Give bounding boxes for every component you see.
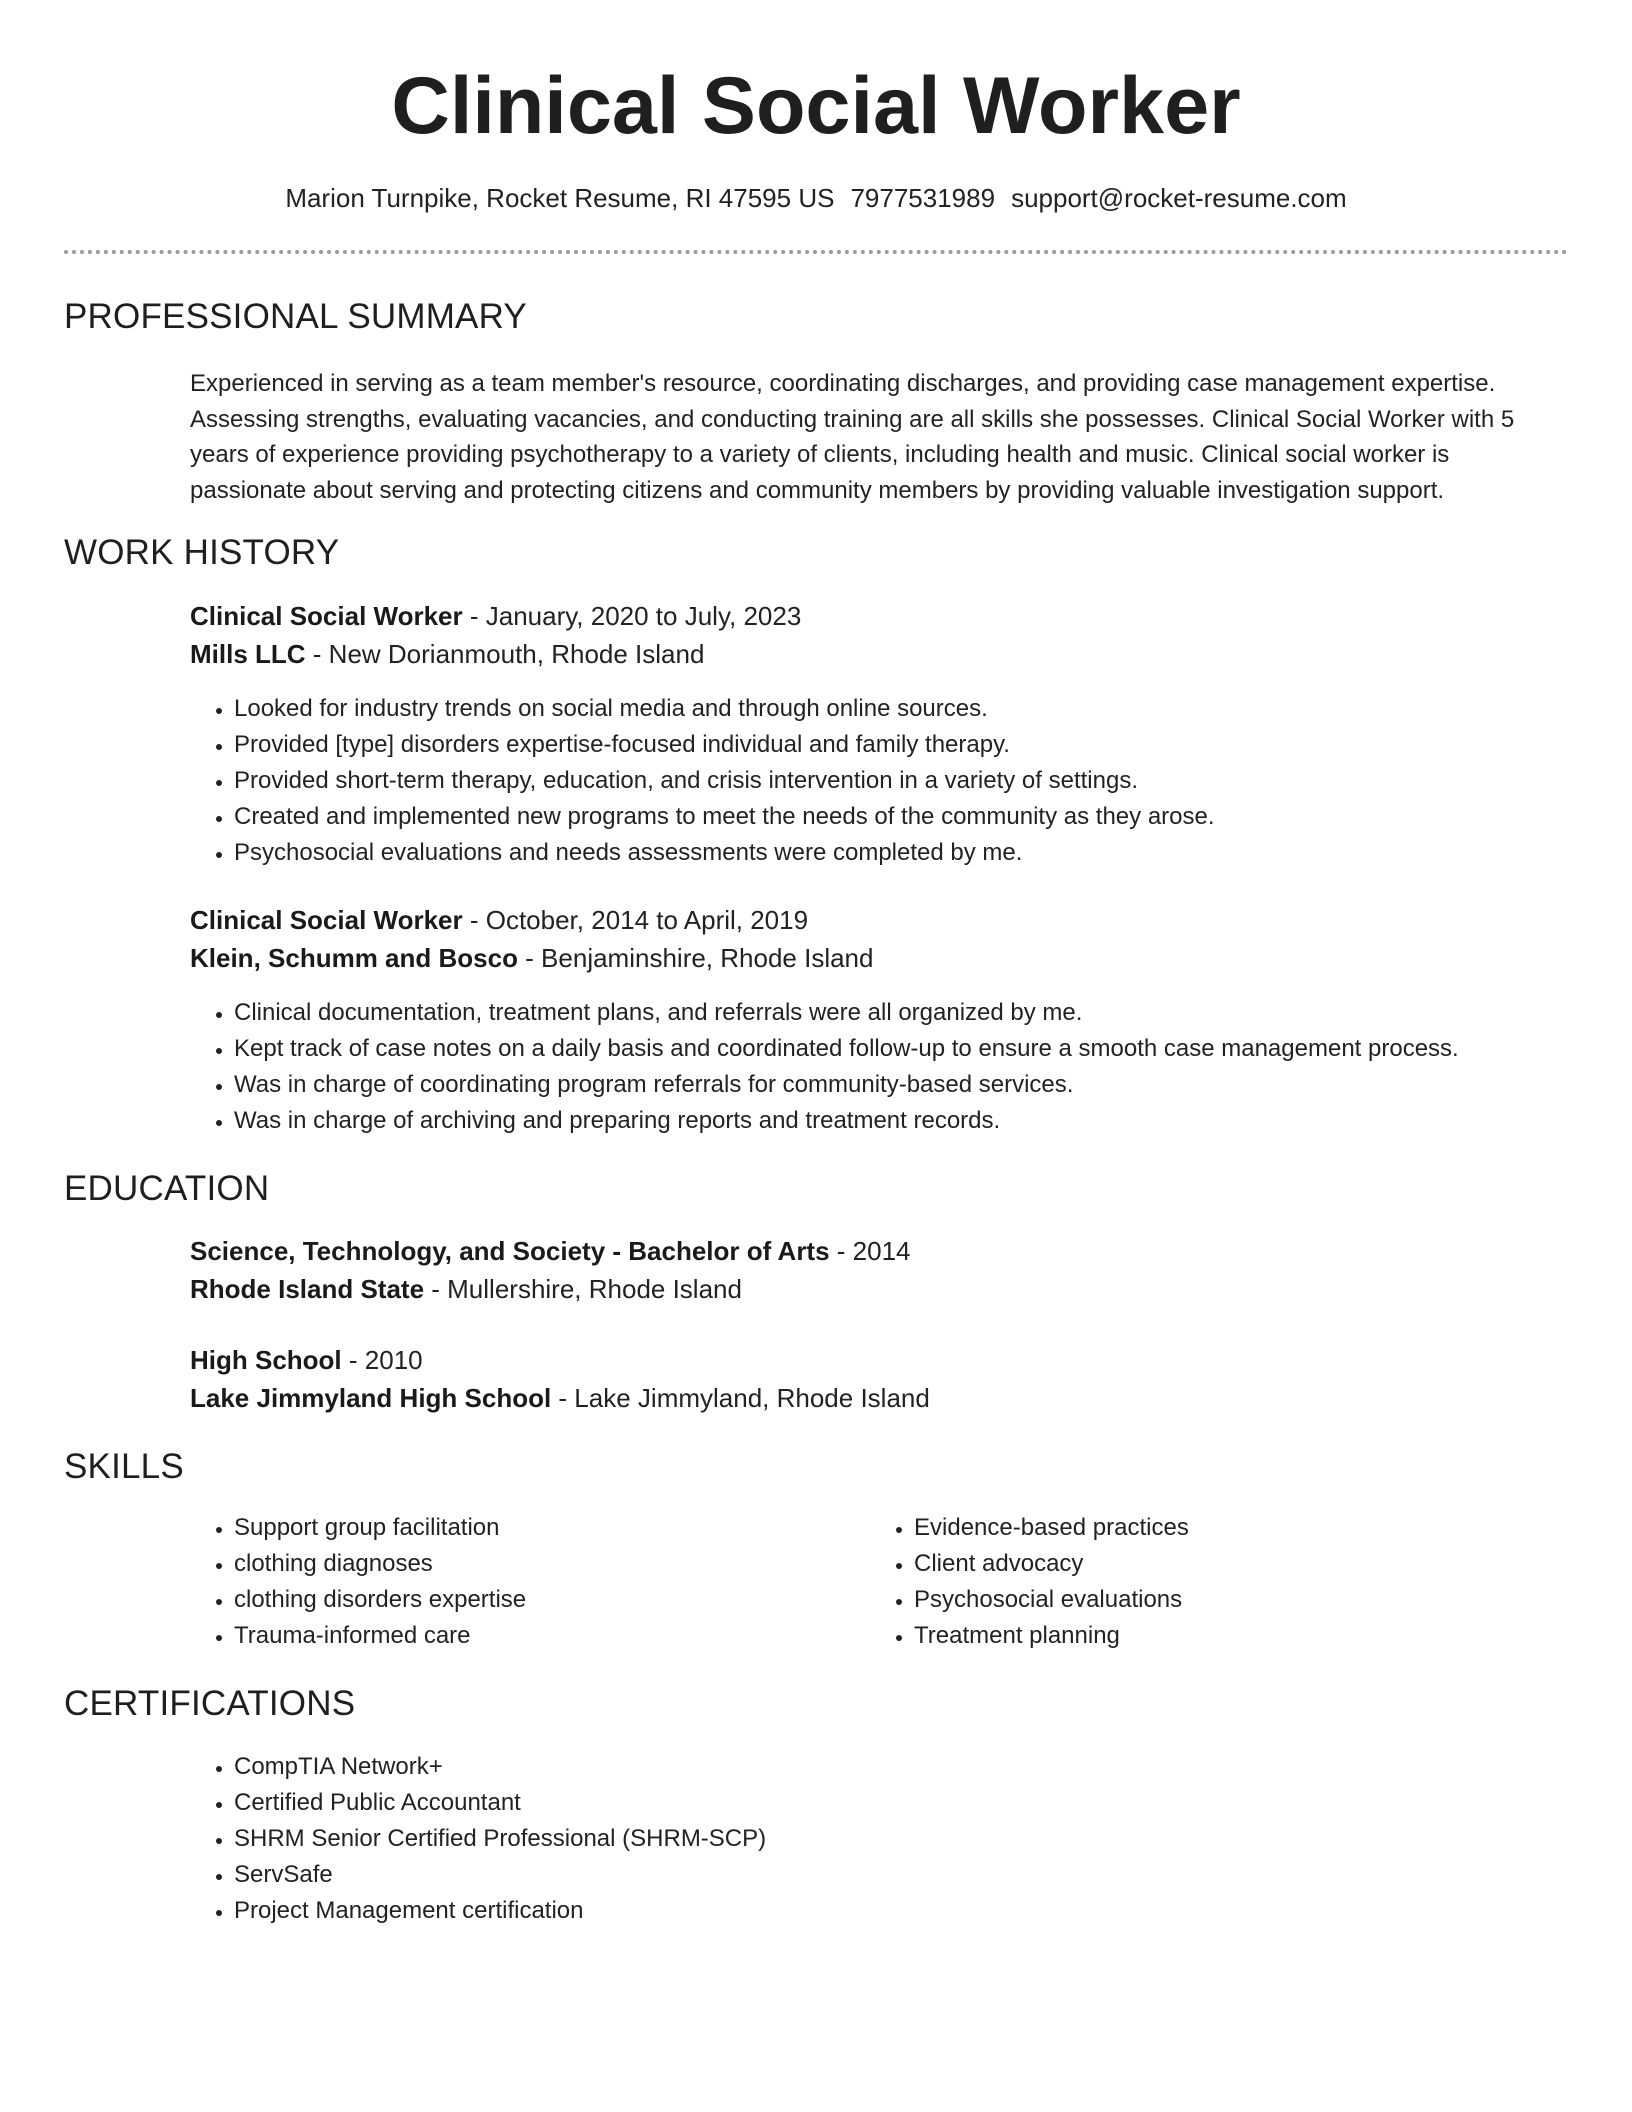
job-2-company-line — [190, 942, 873, 974]
job-1-company-line — [190, 638, 704, 670]
list-item: • Trauma-informed care — [234, 1618, 526, 1654]
list-item: • Client advocacy — [914, 1546, 1189, 1582]
list-item: • Certified Public Accountant — [234, 1785, 766, 1821]
job-2-bullets — [190, 995, 1459, 1139]
list-item: • Looked for industry trends on social media and through online sources. — [234, 691, 1215, 727]
education-1-degree-line — [190, 1235, 911, 1267]
skills-heading: SKILLS — [64, 1447, 184, 1486]
list-item: • clothing disorders expertise — [234, 1582, 526, 1618]
list-item: • Project Management certification — [234, 1893, 766, 1929]
certifications-heading: CERTIFICATIONS — [64, 1684, 356, 1723]
list-item: • Support group facilitation — [234, 1510, 526, 1546]
job-2-company: Klein, Schumm and Bosco — [190, 943, 518, 973]
education-heading: EDUCATION — [64, 1169, 270, 1208]
education-2-school: Lake Jimmyland High School — [190, 1383, 552, 1413]
resume-title: Clinical Social Worker — [391, 61, 1241, 151]
education-2-degree-line — [190, 1344, 423, 1376]
list-item: • Was in charge of coordinating program referrals for community-based services. — [234, 1067, 1459, 1103]
list-item: • Provided [type] disorders expertise-focused individual and family therapy. — [234, 727, 1215, 763]
education-1-school-line — [190, 1273, 742, 1305]
education-2-school-line — [190, 1382, 930, 1414]
education-2-degree: High School — [190, 1345, 342, 1375]
job-2-dates: - October, 2014 to April, 2019 — [462, 905, 809, 935]
header-divider — [64, 250, 1568, 254]
summary-heading: PROFESSIONAL SUMMARY — [64, 297, 527, 336]
job-2-title: Clinical Social Worker — [190, 905, 463, 935]
education-1-year: - 2014 — [829, 1236, 911, 1266]
contact-email[interactable]: support@rocket-resume.com — [1011, 183, 1347, 213]
summary-text: Experienced in serving as a team member's resource, coordinating discharges, and providing case management expertise. Assessing strengths, evaluating vacancies, and conducting training are all skills she possesses. Clinical Social Worker with 5 years of experience providing psychotherapy to a variety of clients, including health and music. Clinical social worker is passionate about serving and protecting citizens and community members by providing valuable investigation support. — [190, 370, 1515, 504]
education-1-school: Rhode Island State — [190, 1274, 425, 1304]
contact-phone: 7977531989 — [850, 183, 996, 213]
skills-list-right — [870, 1510, 1189, 1654]
list-item: • Was in charge of archiving and preparing reports and treatment records. — [234, 1103, 1459, 1139]
list-item: • Created and implemented new programs to meet the needs of the community as they arose. — [234, 799, 1215, 835]
list-item: • Provided short-term therapy, education, and crisis intervention in a variety of settings. — [234, 763, 1215, 799]
list-item: • Evidence-based practices — [914, 1510, 1189, 1546]
list-item: • Psychosocial evaluations — [914, 1582, 1189, 1618]
job-1-bullets — [190, 691, 1215, 871]
education-2-location: - Lake Jimmyland, Rhode Island — [551, 1383, 930, 1413]
list-item: • CompTIA Network+ — [234, 1749, 766, 1785]
contact-line — [0, 182, 1632, 214]
job-1-title: Clinical Social Worker — [190, 601, 463, 631]
list-item: • ServSafe — [234, 1857, 766, 1893]
work-history-heading: WORK HISTORY — [64, 533, 340, 572]
job-2-location: - Benjaminshire, Rhode Island — [517, 943, 874, 973]
education-2-year: - 2010 — [341, 1345, 423, 1375]
education-1-degree: Science, Technology, and Society - Bachelor of Arts — [190, 1236, 830, 1266]
list-item: • Treatment planning — [914, 1618, 1189, 1654]
contact-address: Marion Turnpike, Rocket Resume, RI 47595 US — [285, 183, 835, 213]
skills-list-left — [190, 1510, 526, 1654]
education-1-location: - Mullershire, Rhode Island — [424, 1274, 742, 1304]
list-item: • Psychosocial evaluations and needs assessments were completed by me. — [234, 835, 1215, 871]
job-1-title-line — [190, 600, 801, 632]
job-1-location: - New Dorianmouth, Rhode Island — [305, 639, 705, 669]
list-item: • clothing diagnoses — [234, 1546, 526, 1582]
job-2-title-line — [190, 904, 808, 936]
list-item: • Kept track of case notes on a daily basis and coordinated follow-up to ensure a smooth case management process. — [234, 1031, 1459, 1067]
list-item: • Clinical documentation, treatment plans, and referrals were all organized by me. — [234, 995, 1459, 1031]
certifications-list — [190, 1749, 766, 1929]
job-1-company: Mills LLC — [190, 639, 306, 669]
job-1-dates: - January, 2020 to July, 2023 — [462, 601, 802, 631]
list-item: • SHRM Senior Certified Professional (SHRM-SCP) — [234, 1821, 766, 1857]
